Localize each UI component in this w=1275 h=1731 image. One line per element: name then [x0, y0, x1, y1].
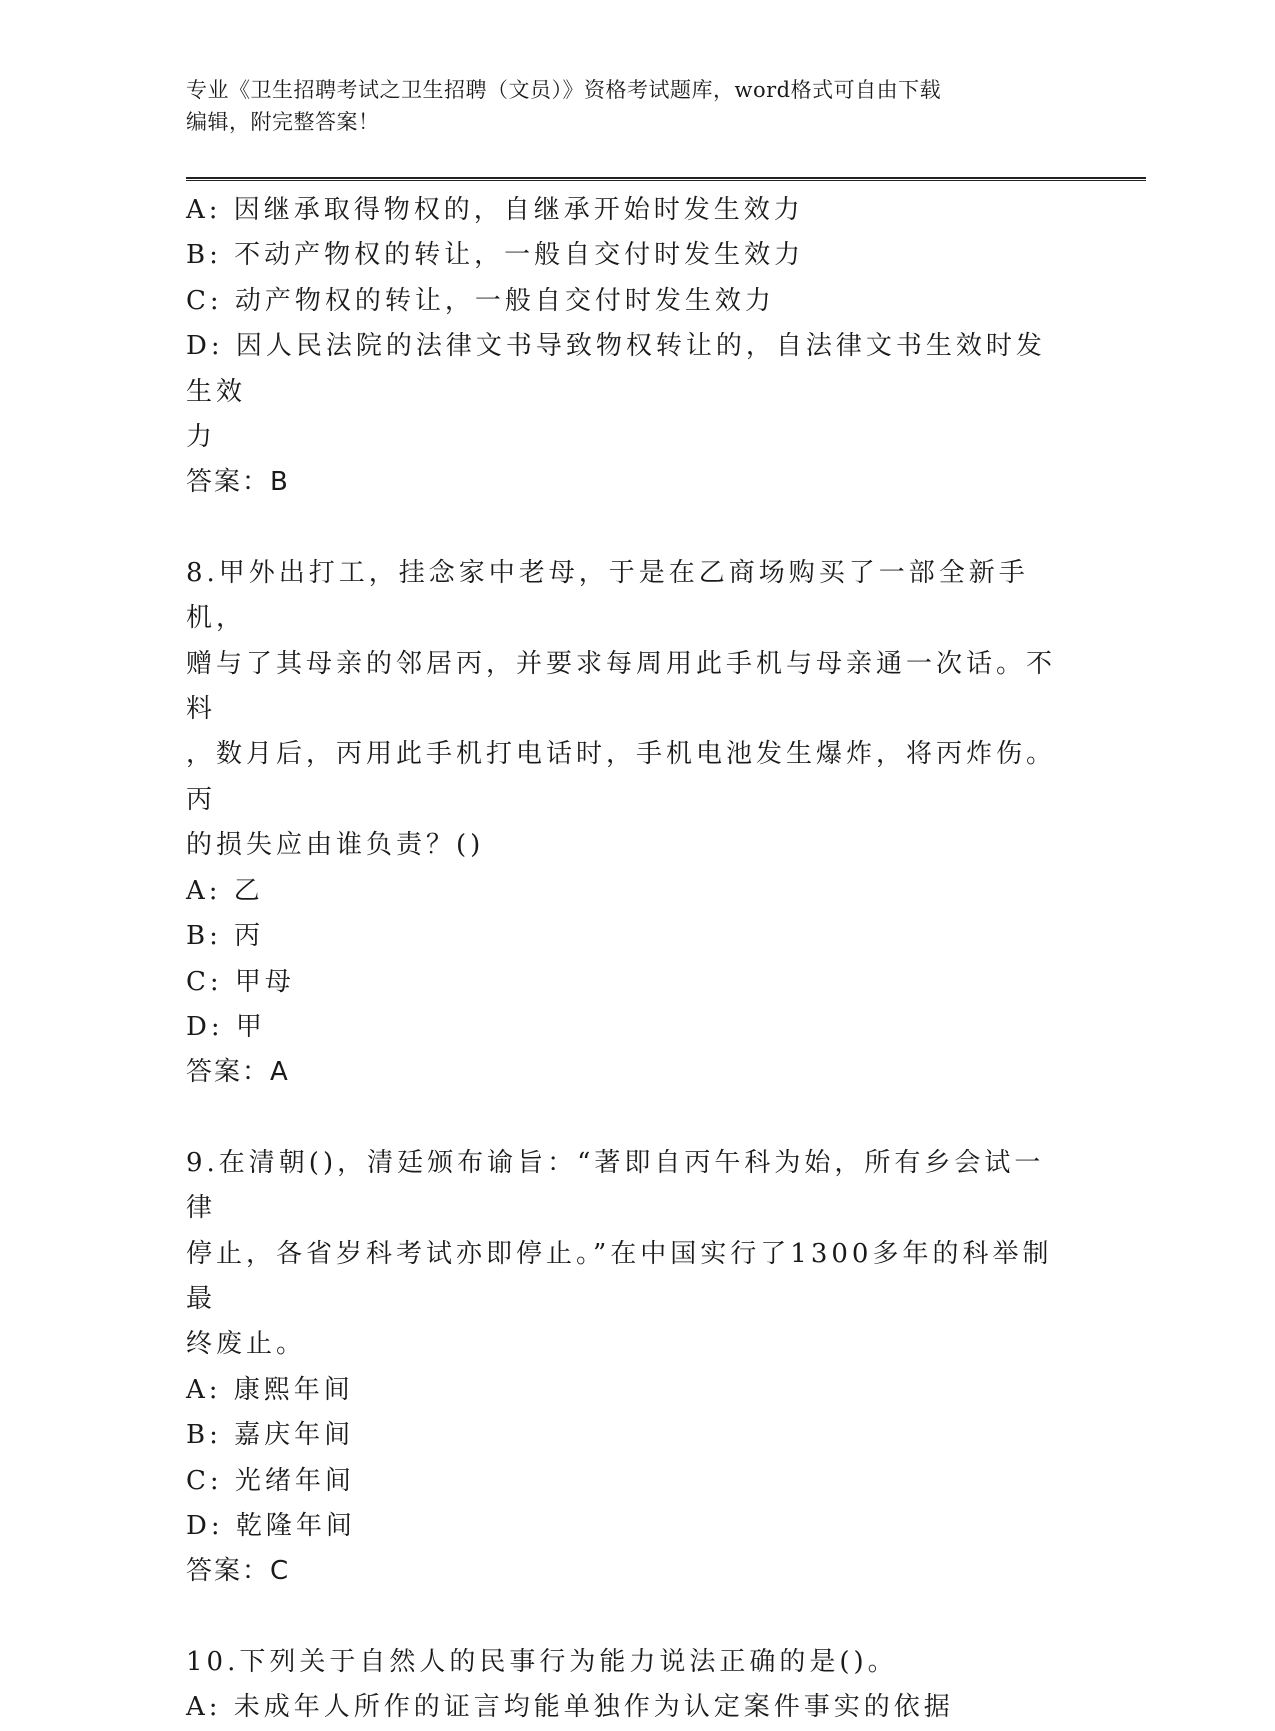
option-c: C: 动产物权的转让，一般自交付时发生效力 [186, 285, 775, 316]
option-a: A: 未成年人所作的证言均能单独作为认定案件事实的依据 [186, 1692, 954, 1723]
header-line-1: 专业《卫生招聘考试之卫生招聘（文员）》资格考试题库，word格式可自由下载 [186, 78, 942, 102]
question-stem: 停止，各省岁科考试亦即停止。”在中国实行了1300多年的科举制最 [186, 1238, 1053, 1314]
answer: 答案：A [186, 1057, 290, 1088]
option-a: A: 乙 [186, 875, 264, 906]
spacer [186, 1096, 1066, 1141]
question-8 [186, 551, 1066, 1096]
spacer [186, 1595, 1066, 1640]
header-divider [186, 177, 1146, 181]
header-line-2: 编辑，附完整答案！ [186, 110, 380, 134]
option-c: C: 光绪年间 [186, 1465, 355, 1496]
question-list [186, 188, 1066, 1731]
option-d-continued: 力 [186, 422, 217, 453]
option-c: C: 甲母 [186, 966, 295, 997]
question-stem: 8.甲外出打工，挂念家中老母，于是在乙商场购买了一部全新手机， [186, 557, 1029, 634]
question-stem: 的损失应由谁负责？() [186, 830, 485, 861]
answer: 答案：B [186, 467, 290, 498]
option-d: D: 因人民法院的法律文书导致物权转让的，自法律文书生效时发生效 [186, 331, 1046, 407]
document-header [186, 74, 1086, 138]
question-stem: 10.下列关于自然人的民事行为能力说法正确的是()。 [186, 1646, 898, 1677]
spacer [186, 506, 1066, 551]
question-stem: 9.在清朝()，清廷颁布谕旨：“著即自丙午科为始，所有乡会试一律 [186, 1147, 1045, 1224]
question-7 [186, 188, 1066, 506]
option-a: A: 因继承取得物权的，自继承开始时发生效力 [186, 195, 804, 225]
question-stem: 赠与了其母亲的邻居丙，并要求每周用此手机与母亲通一次话。不料 [186, 648, 1057, 725]
question-stem: ，数月后，丙用此手机打电话时，手机电池发生爆炸，将丙炸伤。丙 [186, 739, 1057, 815]
question-9 [186, 1141, 1066, 1595]
option-b: B: 不动产物权的转让，一般自交付时发生效力 [186, 240, 805, 271]
question-10 [186, 1640, 1066, 1731]
option-d: D: 甲 [186, 1011, 266, 1042]
option-d: D: 乾隆年间 [186, 1510, 356, 1541]
option-b: B: 丙 [186, 921, 265, 952]
option-b: B: 嘉庆年间 [186, 1420, 355, 1451]
option-a: A: 康熙年间 [186, 1374, 354, 1405]
question-stem: 终废止。 [186, 1329, 307, 1360]
answer: 答案：C [186, 1556, 291, 1587]
